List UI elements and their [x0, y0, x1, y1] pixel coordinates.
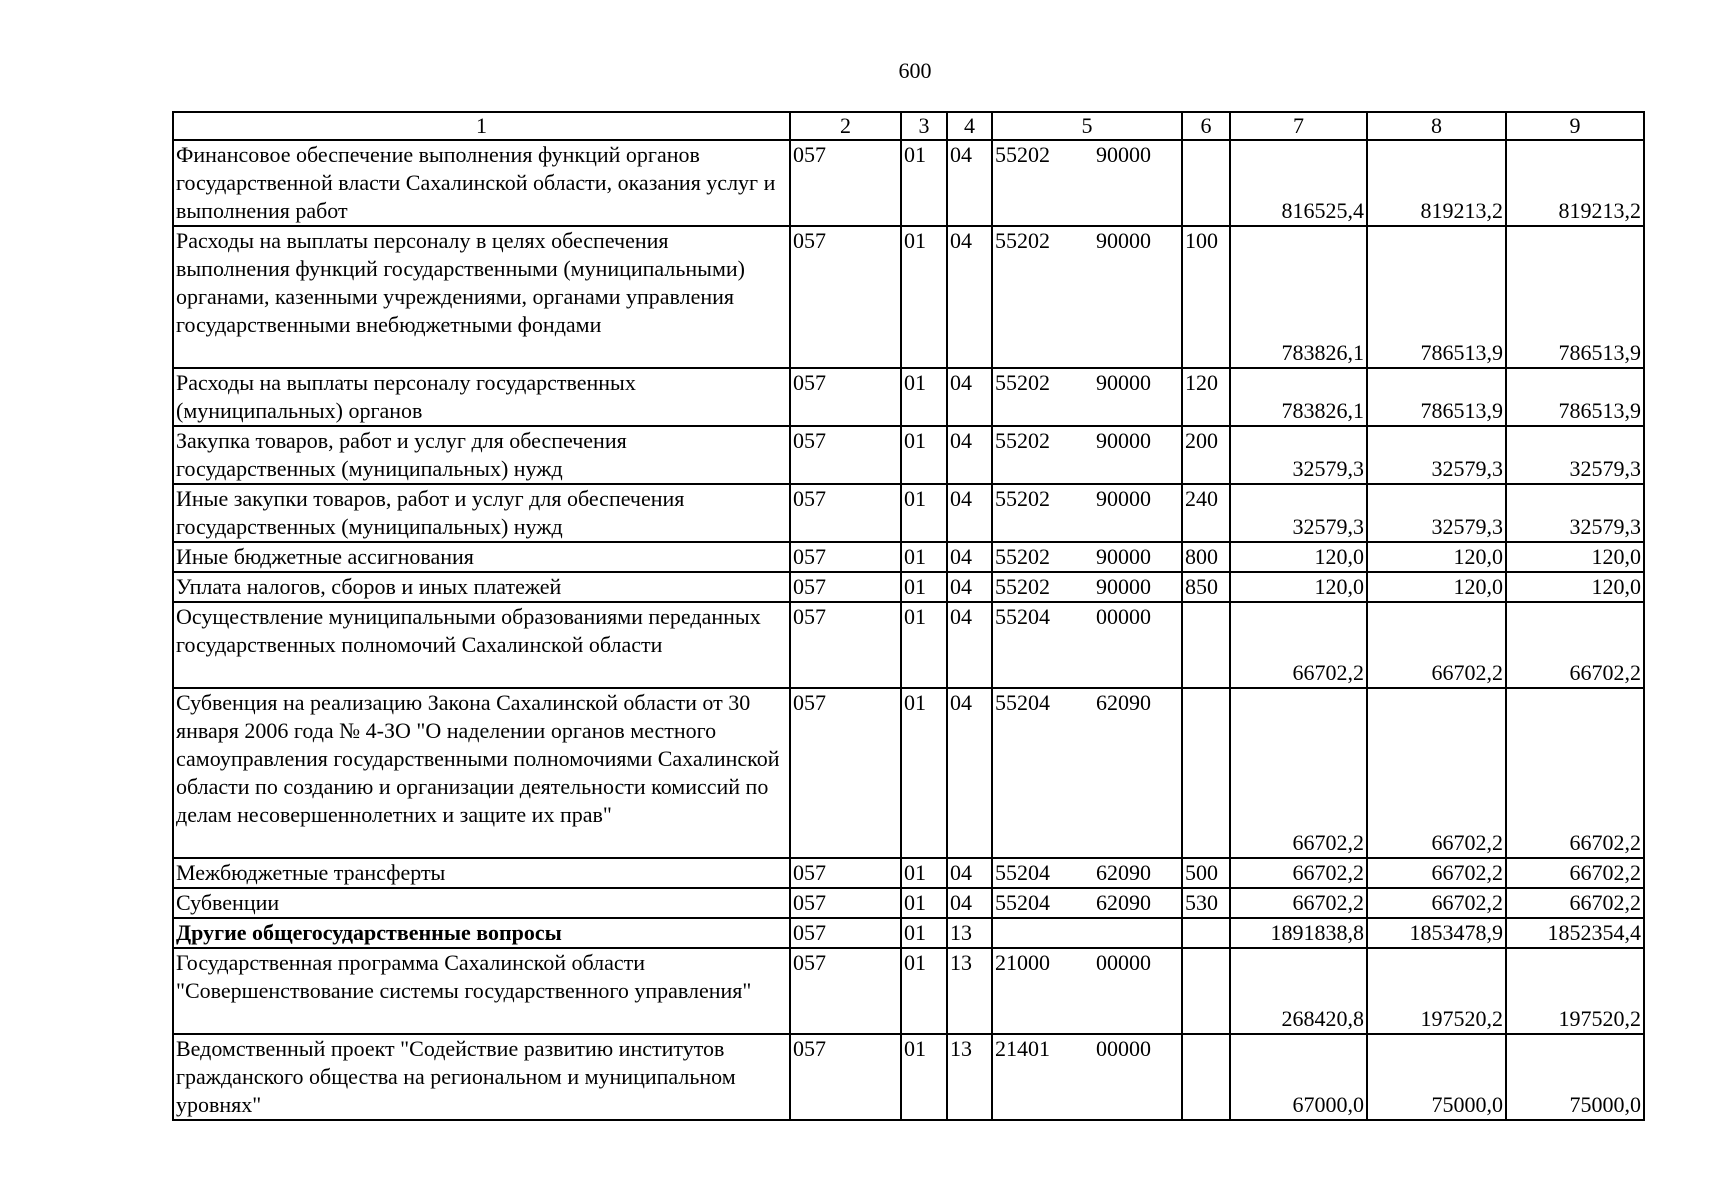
header-cell: 5 — [992, 112, 1182, 140]
amount-col7-cell: 783826,1 — [1230, 368, 1367, 426]
amount-col8-cell: 32579,3 — [1367, 484, 1506, 542]
target-article-cell — [992, 858, 1182, 888]
target-article-part-2: 00000 — [1096, 950, 1151, 975]
row-name-cell: Субвенция на реализацию Закона Сахалинской области от 30 января 2006 года № 4-ЗО "О наделении органов местного самоуправления государственными полномочиями Сахалинской области по созданию и организации деятельности комиссий по делам несовершеннолетних и защите их прав" — [173, 688, 790, 858]
row-name-cell: Уплата налогов, сборов и иных платежей — [173, 572, 790, 602]
row-name-cell: Иные бюджетные ассигнования — [173, 542, 790, 572]
target-article-part-2: 00000 — [1096, 1036, 1151, 1061]
admin-code-cell: 057 — [790, 858, 901, 888]
amount-col9-cell: 197520,2 — [1506, 948, 1644, 1034]
header-cell: 9 — [1506, 112, 1644, 140]
subsection-code-cell: 13 — [947, 1034, 992, 1120]
table-row — [173, 602, 1644, 688]
target-article-part-1: 55202 — [995, 228, 1050, 253]
amount-col7-cell: 66702,2 — [1230, 858, 1367, 888]
row-name-cell: Закупка товаров, работ и услуг для обеспечения государственных (муниципальных) нужд — [173, 426, 790, 484]
target-article-part-1: 55202 — [995, 544, 1050, 569]
row-name-cell: Финансовое обеспечение выполнения функций органов государственной власти Сахалинской области, оказания услуг и выполнения работ — [173, 140, 790, 226]
amount-col9-cell: 786513,9 — [1506, 226, 1644, 368]
target-article-cell — [992, 484, 1182, 542]
admin-code-cell: 057 — [790, 602, 901, 688]
target-article-cell — [992, 688, 1182, 858]
admin-code-cell: 057 — [790, 426, 901, 484]
admin-code-cell: 057 — [790, 542, 901, 572]
subsection-code-cell: 04 — [947, 484, 992, 542]
header-cell: 1 — [173, 112, 790, 140]
header-cell: 2 — [790, 112, 901, 140]
section-code-cell: 01 — [901, 858, 947, 888]
amount-col7-cell: 66702,2 — [1230, 888, 1367, 918]
header-cell: 8 — [1367, 112, 1506, 140]
header-row — [173, 112, 1644, 140]
amount-col7-cell: 1891838,8 — [1230, 918, 1367, 948]
target-article-cell — [992, 1034, 1182, 1120]
amount-col9-cell: 66702,2 — [1506, 888, 1644, 918]
amount-col7-cell: 268420,8 — [1230, 948, 1367, 1034]
header-cell: 3 — [901, 112, 947, 140]
target-article-part-1: 55202 — [995, 370, 1050, 395]
admin-code-cell: 057 — [790, 140, 901, 226]
amount-col8-cell: 66702,2 — [1367, 688, 1506, 858]
row-name-cell: Другие общегосударственные вопросы — [173, 918, 790, 948]
target-article-cell — [992, 948, 1182, 1034]
target-article-part-1: 55204 — [995, 690, 1050, 715]
expense-type-cell — [1182, 918, 1230, 948]
amount-col7-cell: 66702,2 — [1230, 688, 1367, 858]
subsection-code-cell: 04 — [947, 542, 992, 572]
row-name-cell: Расходы на выплаты персоналу государственных (муниципальных) органов — [173, 368, 790, 426]
amount-col7-cell: 120,0 — [1230, 572, 1367, 602]
target-article-part-1: 55202 — [995, 574, 1050, 599]
target-article-part-2: 62090 — [1096, 690, 1151, 715]
table-row — [173, 226, 1644, 368]
section-code-cell: 01 — [901, 226, 947, 368]
amount-col7-cell: 67000,0 — [1230, 1034, 1367, 1120]
target-article-cell — [992, 368, 1182, 426]
target-article-part-2: 90000 — [1096, 142, 1151, 167]
expense-type-cell — [1182, 140, 1230, 226]
amount-col8-cell: 786513,9 — [1367, 368, 1506, 426]
subsection-code-cell: 04 — [947, 888, 992, 918]
expense-type-cell: 850 — [1182, 572, 1230, 602]
section-code-cell: 01 — [901, 602, 947, 688]
amount-col7-cell: 783826,1 — [1230, 226, 1367, 368]
expense-type-cell: 200 — [1182, 426, 1230, 484]
admin-code-cell: 057 — [790, 688, 901, 858]
target-article-part-2: 90000 — [1096, 486, 1151, 511]
amount-col8-cell: 66702,2 — [1367, 602, 1506, 688]
admin-code-cell: 057 — [790, 888, 901, 918]
row-name-cell: Осуществление муниципальными образованиями переданных государственных полномочий Сахалинской области — [173, 602, 790, 688]
target-article-part-1: 21401 — [995, 1036, 1050, 1061]
table-row — [173, 368, 1644, 426]
target-article-part-1: 55202 — [995, 142, 1050, 167]
expense-type-cell: 120 — [1182, 368, 1230, 426]
expense-type-cell: 500 — [1182, 858, 1230, 888]
table-row — [173, 484, 1644, 542]
amount-col8-cell: 819213,2 — [1367, 140, 1506, 226]
subsection-code-cell: 04 — [947, 572, 992, 602]
target-article-part-1: 55204 — [995, 604, 1050, 629]
admin-code-cell: 057 — [790, 948, 901, 1034]
amount-col7-cell: 32579,3 — [1230, 484, 1367, 542]
subsection-code-cell: 04 — [947, 368, 992, 426]
table-row — [173, 542, 1644, 572]
amount-col9-cell: 120,0 — [1506, 542, 1644, 572]
expense-type-cell: 240 — [1182, 484, 1230, 542]
target-article-cell — [992, 602, 1182, 688]
table-row — [173, 858, 1644, 888]
target-article-part-2: 62090 — [1096, 860, 1151, 885]
amount-col8-cell: 66702,2 — [1367, 888, 1506, 918]
table-row — [173, 426, 1644, 484]
expense-type-cell: 800 — [1182, 542, 1230, 572]
amount-col9-cell: 120,0 — [1506, 572, 1644, 602]
table-row — [173, 918, 1644, 948]
admin-code-cell: 057 — [790, 484, 901, 542]
subsection-code-cell: 04 — [947, 688, 992, 858]
amount-col9-cell: 32579,3 — [1506, 426, 1644, 484]
table-row — [173, 888, 1644, 918]
amount-col7-cell: 816525,4 — [1230, 140, 1367, 226]
section-code-cell: 01 — [901, 368, 947, 426]
section-code-cell: 01 — [901, 542, 947, 572]
header-cell: 6 — [1182, 112, 1230, 140]
section-code-cell: 01 — [901, 1034, 947, 1120]
subsection-code-cell: 04 — [947, 226, 992, 368]
target-article-part-2: 62090 — [1096, 890, 1151, 915]
row-name-cell: Межбюджетные трансферты — [173, 858, 790, 888]
expense-type-cell: 100 — [1182, 226, 1230, 368]
section-code-cell: 01 — [901, 688, 947, 858]
expense-type-cell — [1182, 602, 1230, 688]
subsection-code-cell: 04 — [947, 602, 992, 688]
subsection-code-cell: 04 — [947, 140, 992, 226]
row-name-cell: Расходы на выплаты персоналу в целях обеспечения выполнения функций государственными (муниципальными) органами, казенными учреждениями, органами управления государственными внебюджетными фондами — [173, 226, 790, 368]
target-article-cell — [992, 542, 1182, 572]
amount-col8-cell: 197520,2 — [1367, 948, 1506, 1034]
amount-col7-cell: 32579,3 — [1230, 426, 1367, 484]
target-article-part-2: 90000 — [1096, 370, 1151, 395]
target-article-part-1: 55204 — [995, 860, 1050, 885]
amount-col9-cell: 819213,2 — [1506, 140, 1644, 226]
section-code-cell: 01 — [901, 140, 947, 226]
section-code-cell: 01 — [901, 918, 947, 948]
admin-code-cell: 057 — [790, 1034, 901, 1120]
admin-code-cell: 057 — [790, 572, 901, 602]
row-name-cell: Ведомственный проект "Содействие развитию институтов гражданского общества на региональном и муниципальном уровнях" — [173, 1034, 790, 1120]
subsection-code-cell: 13 — [947, 918, 992, 948]
section-code-cell: 01 — [901, 426, 947, 484]
subsection-code-cell: 04 — [947, 858, 992, 888]
target-article-part-1: 55202 — [995, 428, 1050, 453]
expense-type-cell: 530 — [1182, 888, 1230, 918]
amount-col9-cell: 786513,9 — [1506, 368, 1644, 426]
target-article-cell — [992, 426, 1182, 484]
subsection-code-cell: 13 — [947, 948, 992, 1034]
target-article-cell — [992, 140, 1182, 226]
target-article-cell — [992, 572, 1182, 602]
amount-col7-cell: 120,0 — [1230, 542, 1367, 572]
amount-col8-cell: 120,0 — [1367, 542, 1506, 572]
amount-col8-cell: 1853478,9 — [1367, 918, 1506, 948]
target-article-part-1: 55204 — [995, 890, 1050, 915]
section-code-cell: 01 — [901, 948, 947, 1034]
amount-col7-cell: 66702,2 — [1230, 602, 1367, 688]
admin-code-cell: 057 — [790, 368, 901, 426]
amount-col9-cell: 66702,2 — [1506, 858, 1644, 888]
target-article-cell — [992, 888, 1182, 918]
target-article-part-2: 90000 — [1096, 228, 1151, 253]
amount-col9-cell: 75000,0 — [1506, 1034, 1644, 1120]
amount-col8-cell: 75000,0 — [1367, 1034, 1506, 1120]
section-code-cell: 01 — [901, 888, 947, 918]
target-article-part-1: 21000 — [995, 950, 1050, 975]
amount-col8-cell: 786513,9 — [1367, 226, 1506, 368]
expense-type-cell — [1182, 1034, 1230, 1120]
admin-code-cell: 057 — [790, 226, 901, 368]
target-article-part-1: 55202 — [995, 486, 1050, 511]
amount-col8-cell: 120,0 — [1367, 572, 1506, 602]
target-article-part-2: 90000 — [1096, 574, 1151, 599]
page-number: 600 — [898, 58, 932, 83]
amount-col9-cell: 66702,2 — [1506, 688, 1644, 858]
table-row — [173, 572, 1644, 602]
target-article-cell — [992, 918, 1182, 948]
target-article-part-2: 90000 — [1096, 544, 1151, 569]
amount-col8-cell: 32579,3 — [1367, 426, 1506, 484]
target-article-cell — [992, 226, 1182, 368]
amount-col9-cell: 1852354,4 — [1506, 918, 1644, 948]
table-row — [173, 140, 1644, 226]
budget-table — [172, 111, 1645, 1121]
amount-col8-cell: 66702,2 — [1367, 858, 1506, 888]
row-name-cell: Государственная программа Сахалинской области "Совершенствование системы государственного управления" — [173, 948, 790, 1034]
target-article-part-2: 00000 — [1096, 604, 1151, 629]
expense-type-cell — [1182, 688, 1230, 858]
section-code-cell: 01 — [901, 484, 947, 542]
expense-type-cell — [1182, 948, 1230, 1034]
target-article-part-2: 90000 — [1096, 428, 1151, 453]
header-cell: 4 — [947, 112, 992, 140]
table-row — [173, 688, 1644, 858]
amount-col9-cell: 66702,2 — [1506, 602, 1644, 688]
row-name-cell: Субвенции — [173, 888, 790, 918]
subsection-code-cell: 04 — [947, 426, 992, 484]
row-name-cell: Иные закупки товаров, работ и услуг для обеспечения государственных (муниципальных) нужд — [173, 484, 790, 542]
admin-code-cell: 057 — [790, 918, 901, 948]
amount-col9-cell: 32579,3 — [1506, 484, 1644, 542]
table-row — [173, 948, 1644, 1034]
header-cell: 7 — [1230, 112, 1367, 140]
section-code-cell: 01 — [901, 572, 947, 602]
table-row — [173, 1034, 1644, 1120]
